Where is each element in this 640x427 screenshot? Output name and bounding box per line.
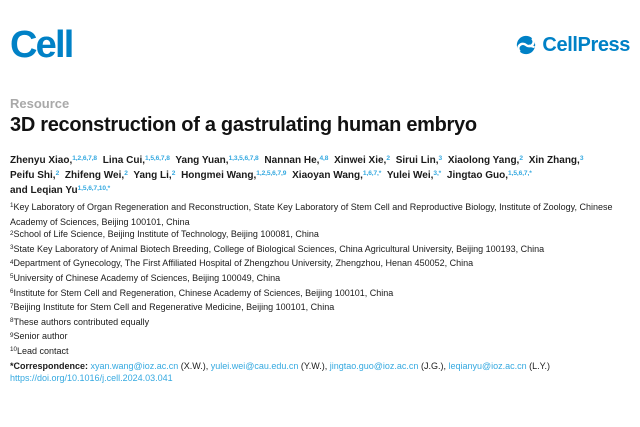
affiliation-text: Lead contact [17, 345, 69, 356]
author-affiliation-superscript: 4,8 [319, 154, 329, 162]
affiliation-text: Department of Gynecology, The First Affiliated Hospital of Zhengzhou University, Zhengzhou, Henan 450052, China [13, 258, 474, 269]
affiliation-number: 4 [10, 258, 14, 266]
author [447, 170, 532, 181]
author [175, 155, 258, 166]
affiliation-number: 2 [10, 229, 14, 237]
cellpress-logo [515, 34, 630, 57]
author-name: Xin Zhang, [528, 155, 580, 166]
affiliation-text: University of Chinese Academy of Sciences, Beijing 100049, China [13, 272, 281, 283]
affiliation-list [10, 201, 630, 360]
author [10, 170, 59, 181]
author-affiliation-superscript: 1,5,6,7,8 [145, 154, 170, 162]
author-name: Hongmei Wang, [181, 170, 257, 181]
correspondence-email-link[interactable]: leqianyu@ioz.ac.cn [448, 360, 527, 371]
author-name: Lina Cui, [102, 155, 146, 166]
affiliation-number: 6 [10, 287, 14, 295]
author-affiliation-superscript: 3,* [433, 169, 442, 177]
author-name: Zhifeng Wei, [64, 170, 125, 181]
affiliation-entry [10, 243, 630, 258]
author-name: Peifu Shi, [10, 170, 56, 181]
correspondence-contact [211, 361, 328, 371]
correspondence-email-link[interactable]: xyan.wang@ioz.ac.cn [90, 360, 179, 371]
affiliation-entry [10, 330, 630, 345]
affiliation-text: State Key Laboratory of Animal Biotech Breeding, College of Biological Sciences, China Agricultural University, Beijing 100193, China [13, 243, 545, 254]
author-list [10, 154, 630, 199]
author-name: Nannan He, [264, 155, 320, 166]
affiliation-number: 3 [10, 244, 14, 252]
affiliation-number: 7 [10, 302, 14, 310]
author-name: Sirui Lin, [395, 155, 439, 166]
author-affiliation-superscript: 2 [519, 154, 523, 162]
affiliation-text: School of Life Science, Beijing Institute of Technology, Beijing 100081, China [13, 229, 319, 240]
author-affiliation-superscript: 2 [124, 169, 128, 177]
author [10, 185, 110, 196]
author [529, 155, 584, 166]
correspondence-initials: (Y.W.), [300, 360, 328, 371]
article-type-label: Resource [10, 96, 70, 111]
correspondence-contact [91, 361, 209, 371]
author-name: Xiaoyan Wang, [292, 170, 363, 181]
affiliation-entry [10, 287, 630, 302]
author [396, 155, 442, 166]
cellpress-swirl-icon [515, 34, 537, 56]
doi-link[interactable]: https://doi.org/10.1016/j.cell.2024.03.041 [10, 373, 173, 384]
correspondence-email-link[interactable]: yulei.wei@cau.edu.cn [210, 360, 299, 371]
cell-journal-logo: Cell [10, 24, 73, 66]
affiliation-entry [10, 272, 630, 287]
affiliation-number: 10 [10, 346, 18, 354]
article-title: 3D reconstruction of a gastrulating human embryo [10, 114, 477, 136]
author-line-1 [10, 154, 630, 169]
affiliation-number: 9 [10, 331, 14, 339]
affiliation-entry [10, 301, 630, 316]
correspondence-email-link[interactable]: jingtao.guo@ioz.ac.cn [329, 360, 419, 371]
author-affiliation-superscript: 1,3,5,6,7,8 [228, 154, 259, 162]
author-name: and Leqian Yu [10, 185, 78, 196]
author-affiliation-superscript: 1,5,6,7,* [508, 169, 532, 177]
author [65, 170, 128, 181]
author-affiliation-superscript: 2 [386, 154, 390, 162]
correspondence-line [10, 360, 630, 373]
affiliation-number: 5 [10, 273, 14, 281]
author-name: Yulei Wei, [386, 170, 434, 181]
correspondence-contact [448, 361, 550, 371]
affiliation-entry [10, 257, 630, 272]
affiliation-entry [10, 316, 630, 331]
cellpress-logo-text: CellPress [542, 33, 630, 56]
author [334, 155, 390, 166]
author [387, 170, 441, 181]
author-name: Jingtao Guo, [446, 170, 509, 181]
affiliation-number: 1 [10, 202, 14, 210]
author [264, 155, 328, 166]
author [292, 170, 381, 181]
author [10, 155, 97, 166]
affiliation-text: Institute for Stem Cell and Regeneration, Chinese Academy of Sciences, Beijing 100101, China [13, 287, 394, 298]
author [103, 155, 170, 166]
affiliation-entry [10, 345, 630, 360]
correspondence-initials: (J.G.), [420, 360, 446, 371]
author-line-2 [10, 169, 630, 184]
affiliation-entry [10, 228, 630, 243]
affiliation-number: 8 [10, 317, 14, 325]
author-affiliation-superscript: 2 [55, 169, 60, 177]
affiliation-text: These authors contributed equally [13, 316, 150, 327]
correspondence-contacts [91, 361, 553, 371]
author-line-3 [10, 184, 630, 199]
affiliation-entry [10, 201, 630, 228]
author-name: Xinwei Xie, [334, 155, 387, 166]
correspondence-initials: (L.Y.) [529, 360, 550, 371]
author-name: Xiaolong Yang, [447, 155, 520, 166]
author-affiliation-superscript: 1,5,6,7,10,* [77, 184, 111, 192]
author-name: Zhenyu Xiao, [10, 155, 73, 166]
masthead [10, 24, 630, 66]
author-affiliation-superscript: 3 [438, 154, 443, 162]
author-affiliation-superscript: 1,2,5,6,7,9 [256, 169, 287, 177]
affiliation-text: Senior author [13, 331, 68, 342]
author-name: Yang Li, [133, 170, 172, 181]
author-affiliation-superscript: 2 [171, 169, 176, 177]
correspondence-contact [330, 361, 446, 371]
author-affiliation-superscript: 1,6,7,* [362, 169, 382, 177]
author [448, 155, 523, 166]
affiliation-text: Key Laboratory of Organ Regeneration and Reconstruction, State Key Laboratory of Stem Cell and Reproductive Biology, Institute of Zoology, Chinese Academy of Sciences, Beijing 100101, China [10, 202, 613, 227]
doi-line [10, 372, 630, 385]
author [181, 170, 286, 181]
author-affiliation-superscript: 3 [579, 154, 584, 162]
author-affiliation-superscript: 1,2,6,7,8 [72, 154, 97, 162]
correspondence-label: *Correspondence: [10, 360, 89, 371]
affiliation-text: Beijing Institute for Stem Cell and Regenerative Medicine, Beijing 100101, China [13, 302, 335, 313]
author-name: Yang Yuan, [175, 155, 229, 166]
correspondence-initials: (X.W.), [180, 360, 209, 371]
author [133, 170, 175, 181]
